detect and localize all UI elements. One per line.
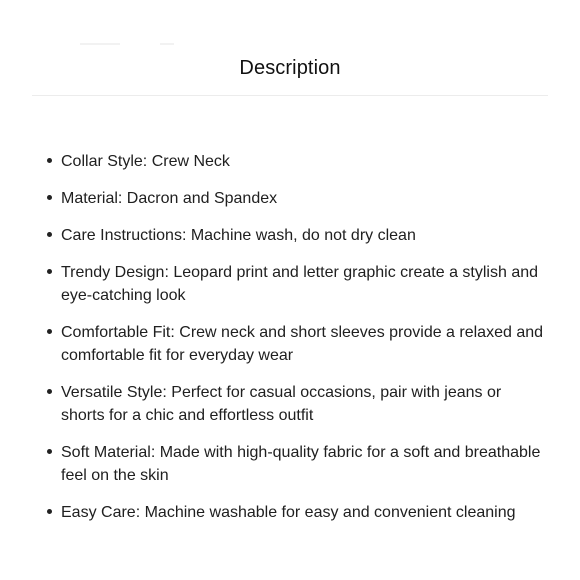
bullet-icon <box>47 158 52 163</box>
bullet-icon <box>47 269 52 274</box>
list-item-text: Comfortable Fit: Crew neck and short sleeves provide a relaxed and comfortable fit for everyday wear <box>61 324 544 364</box>
list-item <box>44 441 544 487</box>
list-item <box>44 150 544 173</box>
list-item-text: Soft Material: Made with high-quality fabric for a soft and breathable feel on the skin <box>61 444 541 484</box>
bullet-icon <box>47 449 52 454</box>
page-title: Description <box>239 57 341 79</box>
description-list <box>44 150 544 538</box>
list-item <box>44 187 544 210</box>
list-item-text: Versatile Style: Perfect for casual occasions, pair with jeans or shorts for a chic and effortless outfit <box>61 384 502 424</box>
list-item-text: Easy Care: Machine washable for easy and convenient cleaning <box>61 504 516 521</box>
bullet-icon <box>47 329 52 334</box>
list-item-text: Trendy Design: Leopard print and letter graphic create a stylish and eye-catching look <box>61 264 539 304</box>
list-item-text: Material: Dacron and Spandex <box>61 190 278 207</box>
list-item <box>44 261 544 307</box>
list-item <box>44 224 544 247</box>
list-item-text: Care Instructions: Machine wash, do not dry clean <box>61 227 416 244</box>
list-item <box>44 321 544 367</box>
bullet-icon <box>47 389 52 394</box>
bullet-icon <box>47 509 52 514</box>
list-item <box>44 501 544 524</box>
bullet-icon <box>47 195 52 200</box>
list-item-text: Collar Style: Crew Neck <box>61 153 230 170</box>
bullet-icon <box>47 232 52 237</box>
description-header <box>32 0 548 96</box>
list-item <box>44 381 544 427</box>
